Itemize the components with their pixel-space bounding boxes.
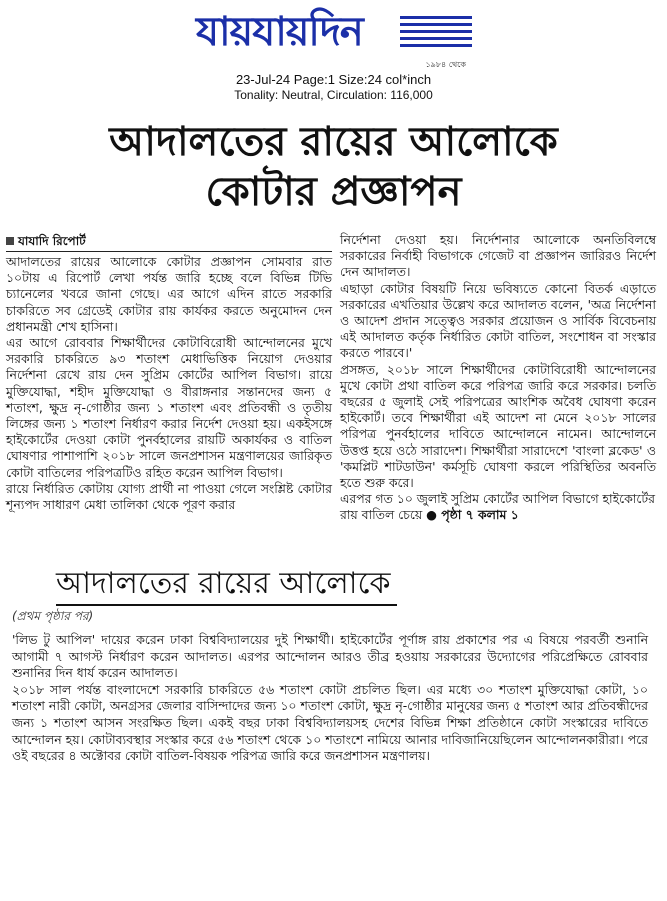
- paragraph: এছাড়া কোটার বিষয়টি নিয়ে ভবিষ্যতে কোনো বিতর্ক এড়াতে সরকারের এখতিয়ার উল্লেখ করে আদালত বলেন, 'অত্র নির্দেশনা ও আদেশ প্রদান সত্ত্বেও সরকার প্রয়োজন ও সার্বিক বিবেচনায় এই আদালত কর্তৃক নির্ধারিত কোটা বাতিল, সংশোধন বা সংস্কার করতে পারবে।': [340, 280, 656, 361]
- paragraph: এর আগে রোববার শিক্ষার্থীদের কোটাবিরোধী আন্দোলনের মুখে সরকারি চাকরিতে ৯৩ শতাংশ মেধাভিত্তিক নিয়োগ দেওয়ার নির্দেশনা রেখে রায় দেন সুপ্রিম কোর্টের আপিল বিভাগ। রায়ে মুক্তিযোদ্ধা, শহীদ মুক্তিযোদ্ধা ও বীরাঙ্গনার সন্তানদের জন্য ৫ শতাংশ, ক্ষুদ্র নৃ-গোষ্ঠীর জন্য ১ শতাংশ এবং প্রতিবন্ধী ও তৃতীয় লিঙ্গের জন্য ১ শতাংশ নির্ধারণ করার নির্দেশ দেওয়া হয়। একইসঙ্গে হাইকোর্টের দেওয়া কোটা পুনর্বহালের রায়টি অকার্যকর ও বাতিল ঘোষণার পাশাপাশি ২০১৮ সালে জনপ্রশাসন মন্ত্রণালয়ের জারিকৃত কোটা বাতিলের পরিপত্রটিও রহিত করেন আপিল বিভাগ।: [6, 335, 332, 480]
- jump-reference: ● পৃষ্ঠা ৭ কলাম ১: [426, 507, 519, 523]
- article-clipping-front: [0, 108, 667, 554]
- logo-lines-icon: [400, 16, 472, 52]
- continued-headline: আদালতের রায়ের আলোকে: [56, 564, 397, 606]
- logo-text: যায়যায়দিন: [196, 9, 363, 55]
- newspaper-logo: [196, 4, 472, 69]
- paragraph: ২০১৮ সাল পর্যন্ত বাংলাদেশে সরকারি চাকরিতে ৫৬ শতাংশ কোটা প্রচলিত ছিল। এর মধ্যে ৩০ শতাংশ মুক্তিযোদ্ধা কোটা, ১০ শতাংশ নারী কোটা, অনগ্রসর জেলার বাসিন্দাদের জন্য ১০ শতাংশ কোটা, ক্ষুদ্র নৃ-গোষ্ঠীর মানুষের জন্য ৫ শতাংশ আর প্রতিবন্ধীদের জন্য ১ শতাংশ আসন সংরক্ষিত ছিল। একই বছর ঢাকা বিশ্ববিদ্যালয়সহ দেশের বিভিন্ন শিক্ষা প্রতিষ্ঠানে কোটা সংস্কারের দাবিতে আন্দোলন হয়। কোটাব্যবস্থার সংস্কার করে ৫৬ শতাংশ থেকে ১০ শতাংশে নামিয়ে আনার দাবিজানিয়েছিলেন আন্দোলনকারীরা। পরে ওই বছরের ৪ অক্টোবর কোটা বাতিল-বিষয়ক পরিপত্র জারি করে জনপ্রশাসন মন্ত্রণালয়।: [12, 681, 648, 764]
- headline-line-1: আদালতের রায়ের আলোকে: [109, 119, 558, 165]
- square-bullet-icon: [6, 237, 14, 245]
- logo-subtitle: ১৯৮৪ থেকে: [425, 60, 466, 69]
- paragraph-text: এরপর গত ১০ জুলাই সুপ্রিম কোর্টের আপিল বিভাগে হাইকোর্টের রায় বাতিল চেয়ে: [340, 491, 655, 523]
- headline-line-2: কোটার প্রজ্ঞাপন: [205, 169, 462, 215]
- article-clipping-continued: [0, 556, 667, 901]
- paragraph: নির্দেশনা দেওয়া হয়। নির্দেশনার আলোকে অনতিবিলম্বে সরকারের নির্বাহী বিভাগকে গেজেট বা প্রজ্ঞাপন জারিরও নির্দেশ দেন আদালত।: [340, 232, 656, 280]
- left-column: [6, 254, 332, 513]
- paragraph: 'লিভ টু আপিল' দায়ের করেন ঢাকা বিশ্ববিদ্যালয়ের দুই শিক্ষার্থী। হাইকোর্টের পূর্ণাঙ্গ রায় প্রকাশের পর এ বিষয়ে পরবর্তী শুনানি আগামী ৭ আগস্ট নির্ধারণ করেন আদালত। এরপর আন্দোলন আরও তীব্র হওয়ায় সরকারের উদ্যোগের পরিপ্রেক্ষিতে রোববার শুনানির দিন ধার্য করেন আদালত।: [12, 632, 648, 681]
- byline: [6, 233, 332, 252]
- date-line: 23-Jul-24 Page:1 Size:24 col*inch: [235, 72, 432, 87]
- continued-from-label: (প্রথম পৃষ্ঠার পর): [12, 609, 94, 623]
- tonality-line: Tonality: Neutral, Circulation: 116,000: [234, 88, 433, 102]
- right-column: [340, 232, 656, 524]
- paragraph: আদালতের রায়ের আলোকে কোটার প্রজ্ঞাপন সোমবার রাত ১০টায় এ রিপোর্ট লেখা পর্যন্ত জারি হচ্ছে বলে বিভিন্ন টিভি চ্যানেলের খবরে জানা গেছে। এর আগে এদিন রাতে সরকারি চাকরিতে সব গ্রেডেই কোটার রায় কার্যকর করতে অনুমোদন দেন প্রধানমন্ত্রী শেখ হাসিনা।: [6, 254, 332, 334]
- paragraph: রায়ে নির্ধারিত কোটায় যোগ্য প্রার্থী না পাওয়া গেলে সংশ্লিষ্ট কোটার শূন্যপদ সাধারণ মেধা তালিকা থেকে পূরণ করার: [6, 480, 332, 513]
- paragraph: [340, 491, 656, 523]
- masthead: [0, 0, 667, 110]
- continued-body: [12, 632, 648, 765]
- byline-text: যাযাদি রিপোর্ট: [18, 234, 86, 248]
- paragraph: প্রসঙ্গত, ২০১৮ সালে শিক্ষার্থীদের কোটাবিরোধী আন্দোলনের মুখে কোটা প্রথা বাতিল করে পরিপত্র জারি করে সরকার। চলতি বছরের ৫ জুলাই সেই পরিপত্রের আংশিক অবৈধ ঘোষণা করেন হাইকোর্ট। তবে শিক্ষার্থীরা এই আদেশ না মেনে ২০১৮ সালের পরিপত্র পুনর্বহালের দাবিতে আন্দোলনে নামেন। আন্দোলনে উত্তপ্ত হয়ে ওঠে সারাদেশ। শিক্ষার্থীরা সারাদেশে 'বাংলা ব্লকেড' ও 'কমপ্লিট শাটডাউন' কর্মসূচি ঘোষণা করলে পরিস্থিতির অবনতি হতে শুরু করে।: [340, 361, 656, 491]
